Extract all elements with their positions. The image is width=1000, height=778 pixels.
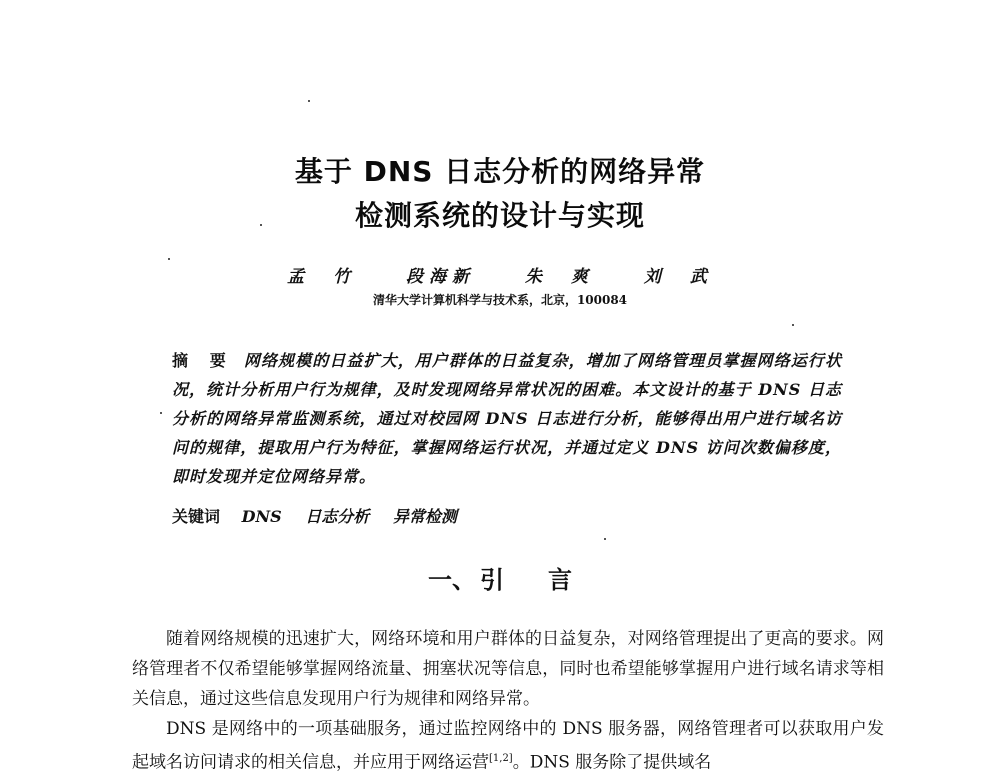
affiliation: 清华大学计算机科学与技术系，北京，100084	[372, 293, 628, 307]
paper-title-line2: 检测系统的设计与实现	[354, 199, 645, 232]
body-paragraph: 随着网络规模的迅速扩大，网络环境和用户群体的日益复杂，对网络管理提出了更高的要求。网络管理者不仅希望能够掌握网络流量、拥塞状况等信息，同时也希望能够掌握用户进行域名请求等相关信息，通过这些信息发现用户行为规律和网络异常。	[132, 629, 884, 709]
keyword-item: DNS	[241, 507, 282, 526]
scan-speck	[604, 538, 606, 540]
paper-title-line1: 基于 DNS 日志分析的网络异常	[294, 155, 706, 188]
body-text-run: DNS 是网络中的一项基础服务，通过监控网络中的 DNS 服务器，网络管理者可以获取用户发起域名访问请求的相关信息，并应用于网络运营	[132, 719, 884, 773]
scan-speck	[308, 100, 310, 102]
keywords-label: 关键词	[172, 507, 221, 526]
section-title-a: 引	[480, 566, 504, 594]
abstract	[172, 346, 842, 491]
author-list	[0, 262, 1000, 287]
section-number: 一、	[428, 566, 476, 594]
body-text	[132, 624, 884, 778]
section-heading	[0, 560, 1000, 595]
body-text-run: 。DNS 服务除了提供域名	[512, 752, 712, 773]
scan-speck	[160, 412, 162, 414]
citation-ref: [1,2]	[489, 753, 513, 764]
abstract-label: 摘 要	[172, 351, 234, 370]
author-name: 朱 爽	[524, 267, 594, 287]
body-paragraph	[132, 714, 884, 778]
keyword-item: 日志分析	[305, 507, 370, 526]
abstract-text: 网络规模的日益扩大，用户群体的日益复杂，增加了网络管理员掌握网络运行状况，统计分析用户行为规律，及时发现网络异常状况的困难。本文设计的基于 DNS 日志分析的网络异常监测系统，通过对校园网 DNS 日志进行分析，能够得出用户进行域名访问的规律，提取用户行为特征，掌握网络运行状况，并通过定义 DNS 访问次数偏移度，即时发现并定位网络异常。	[172, 351, 842, 486]
scan-speck	[792, 324, 794, 326]
keywords	[172, 502, 475, 531]
keyword-item: 异常检测	[392, 507, 457, 526]
section-title-b: 言	[548, 566, 572, 594]
scan-speck	[168, 258, 170, 260]
author-name: 段海新	[406, 267, 476, 287]
author-name: 刘 武	[643, 267, 713, 287]
author-name: 孟 竹	[287, 267, 357, 287]
